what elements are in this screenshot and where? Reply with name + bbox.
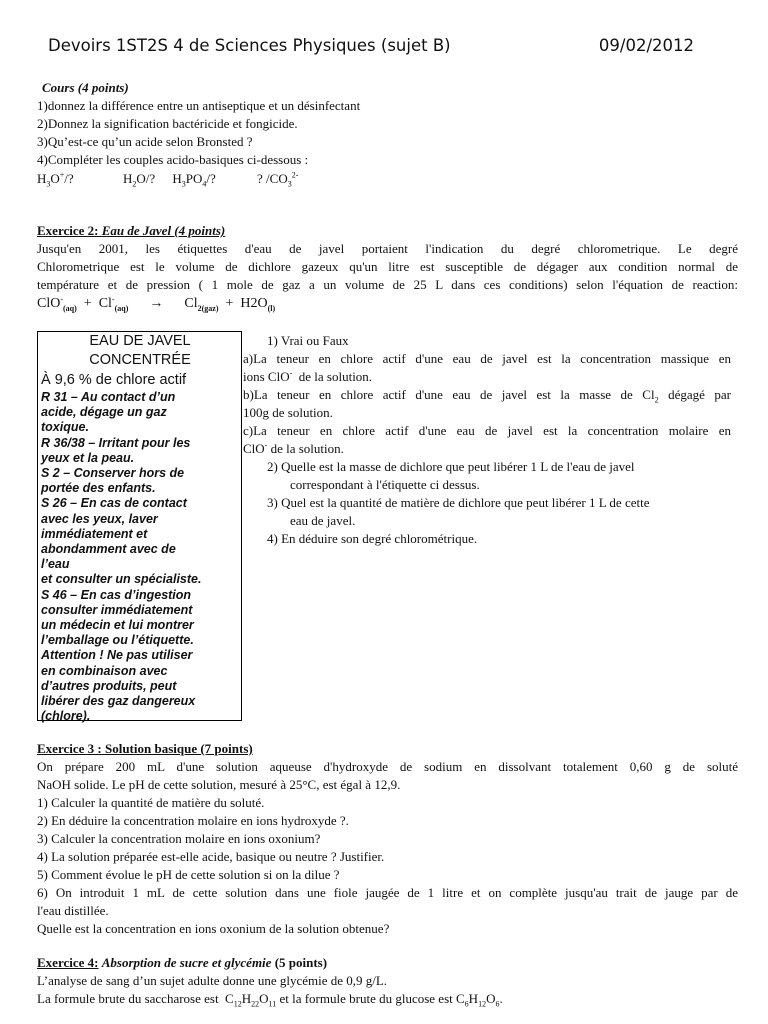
ex3-question-1: 1) Calculer la quantité de matière du soluté. [37,795,265,810]
couple-co3: ? $/CO_3^{2-}$ [257,170,299,189]
ex3-para-2: NaOH solide. Le pH de cette solution, mesuré à 25°C, est égal à 12,9. [37,777,401,792]
ex3-para-1: On prépare 200 mL d'une solution aqueuse d'hydroxyde de sodium en dissolvant totalement 0,60 g de soluté [37,759,738,774]
cours-question-2: 2)Donnez la signification bactéricide et fongicide. [37,116,298,131]
q1b-line2: 100g de solution. [243,405,333,420]
label-line: yeux et la peau. [41,450,135,465]
cours-question-4: 4)Compléter les couples acido-basiques ci-dessous : [37,152,309,167]
label-line: l’emballage ou l’étiquette. [41,633,194,648]
ex3-question-6b: l'eau distillée. [37,903,109,918]
q2-line1: 2) Quelle est la masse de dichlore que peut libérer 1 L de l'eau de javel [267,459,635,474]
label-line: consulter immédiatement [41,602,193,617]
reaction-equation: $ClO^-_{(aq)} + Cl^-_{(aq)}$ → $Cl_{2(gaz)} + H2O_{(l)}$ [37,294,276,313]
ex2-para-3: température et de pression ( 1 mole de gaz a un volume de 25 L dans ces conditions) selon l'équation de reaction: [37,277,738,292]
label-line: immédiatement et [41,526,148,541]
ex3-question-4: 4) La solution préparée est-elle acide, basique ou neutre ? Justifier. [37,849,385,864]
label-line: R 31 – Au contact d’un [41,390,176,404]
label-line: l’eau [41,557,70,572]
q1a-line1: a)La teneur en chlore actif d'une eau de javel est la concentration massique en [243,351,731,366]
couple-h3po4: $H_3PO_4/$? [172,171,216,189]
q1-true-false: 1) Vrai ou Faux [267,333,349,348]
ex4-para-1: L’analyse de sang d’un sujet adulte donne une glycémie de 0,9 g/L. [37,973,388,988]
label-line: libérer des gaz dangereux [41,694,196,709]
label-line: S 2 – Conserver hors de [41,466,185,481]
ex3-question-6a: 6) On introduit 1 mL de cette solution dans une fiole jaugée de 1 litre et on complète jusqu'au trait de jauge par de [37,885,738,900]
ex3-heading: Exercice 3 : Solution basique (7 points) [37,741,253,756]
label-title-3: À 9,6 % de chlore actif [41,372,187,388]
ex2-heading: Exercice 2: Eau de Javel (4 points) [37,223,226,238]
label-title-1: EAU DE JAVEL [89,333,191,349]
q4-line: 4) En déduire son degré chlorométrique. [267,531,478,546]
label-line: un médecin et lui montrer [41,618,194,633]
label-line: S 26 – En cas de contact [41,496,187,511]
q3-line1: 3) Quel est la quantité de matière de dichlore que peut libérer 1 L de cette [267,495,650,510]
cours-question-1: 1)donnez la différence entre un antiseptique et un désinfectant [37,98,361,113]
cours-question-3: 3)Qu’est-ce qu’un acide selon Bronsted ? [37,134,253,149]
ex4-para-2: La formule brute du saccharose est $C_{12}H_{22}O_{11}$ et la formule brute du glucose est $C_6H_{12}O_6$. [37,991,503,1009]
label-line: (chlore). [41,709,91,724]
label-line: avec les yeux, laver [41,511,158,526]
label-line: S 46 – En cas d’ingestion [41,587,192,602]
label-line: R 36/38 – Irritant pour les [41,435,191,450]
q1c-line1: c)La teneur en chlore actif d'une eau de javel est la concentration molaire en [243,423,731,438]
document-title: Devoirs 1ST2S 4 de Sciences Physiques (sujet B) [48,36,451,55]
page-header [48,36,694,55]
ex3-question-2: 2) En déduire la concentration molaire en ions hydroxyde ?. [37,813,349,828]
label-line: et consulter un spécialiste. [41,572,202,587]
label-line: d’autres produits, peut [41,678,177,693]
ex2-para-2: Chlorometrique est le volume de dichlore gazeux qu'un litre est susceptible de dégager aux condition normal de [37,259,738,274]
label-line: toxique. [41,420,89,435]
q1c-line2: ClO- de la solution. [243,440,344,456]
q2-line2: correspondant à l'étiquette ci dessus. [290,477,480,492]
bleach-label [37,331,242,724]
ex2-questions [243,332,731,548]
ex2-para-1: Jusqu'en 2001, les étiquettes d'eau de javel portaient l'indication du degré chlorometrique. Le degré [37,241,738,256]
couple-h3o: $H_3O^+/$? [37,170,74,189]
acid-base-couples [37,170,738,188]
couple-h2o: $H_2O/$? [122,171,156,189]
label-line: Attention ! Ne pas utiliser [41,648,193,663]
label-title-2: CONCENTRÉE [89,352,191,368]
document-date: 09/02/2012 [598,36,694,55]
ex4-heading: Exercice 4: Absorption de sucre et glycémie (5 points) [37,955,328,970]
ex3-question-3: 3) Calculer la concentration molaire en ions oxonium? [37,831,321,846]
ex3-question-5: 5) Comment évolue le pH de cette solution si on la dilue ? [37,867,340,882]
q3-line2: eau de javel. [290,513,356,528]
ex3-question-6c: Quelle est la concentration en ions oxonium de la solution obtenue? [37,921,390,936]
cours-heading: Cours (4 points) [42,80,129,95]
q1a-line2: ions ClO- de la solution. [243,368,373,384]
label-line: en combinaison avec [41,663,168,678]
label-line: portée des enfants. [41,481,156,496]
label-line: acide, dégage un gaz [41,405,167,420]
q1b-line1: b)La teneur en chlore actif d'une eau de javel est la masse de $Cl_2$ dégagé par [243,387,731,405]
label-line: abondamment avec de [41,542,176,557]
